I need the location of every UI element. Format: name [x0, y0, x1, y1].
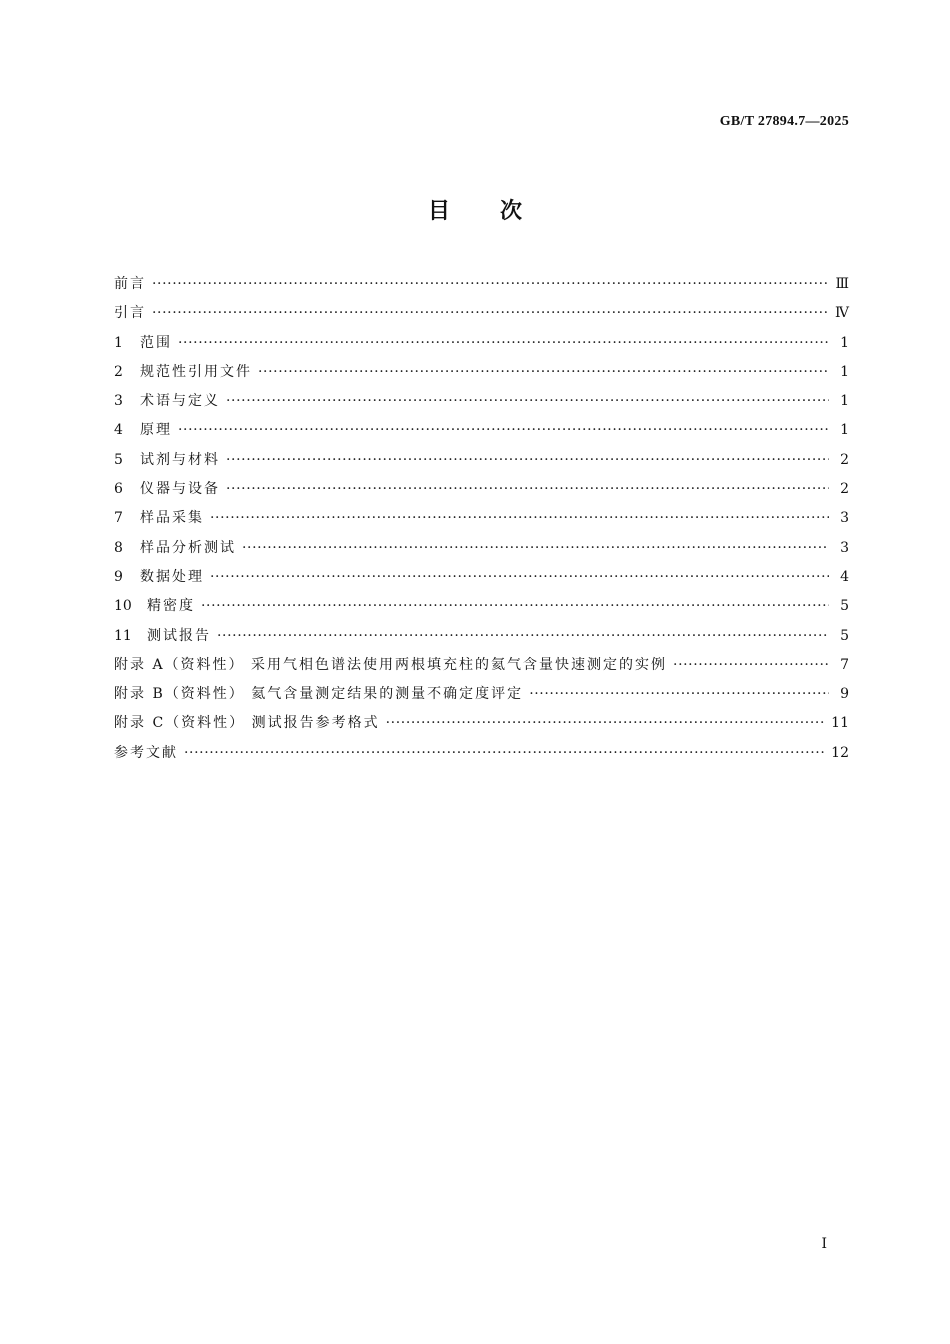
toc-leader-dots: [258, 358, 829, 387]
toc-entry-appendix[interactable]: [114, 709, 849, 738]
toc-entry[interactable]: [114, 622, 849, 651]
toc-entry-title: 试剂与材料: [140, 451, 220, 468]
toc-entry[interactable]: [114, 270, 849, 299]
toc-entry-title: 原理: [140, 422, 172, 439]
toc-leader-dots: [201, 592, 829, 621]
toc-entry[interactable]: [114, 446, 849, 475]
toc-entry-page: 2: [840, 481, 849, 498]
toc-leader-dots: [152, 299, 829, 328]
toc-entry[interactable]: [114, 534, 849, 563]
toc-entry-appendix[interactable]: [114, 651, 849, 680]
toc-leader-dots: [210, 563, 829, 592]
toc-leader-dots: [226, 387, 829, 416]
toc-entry-title: 附录 C（资料性） 测试报告参考格式: [114, 715, 380, 732]
toc-entry-number: 10: [114, 598, 132, 615]
toc-entry-title: 测试报告: [147, 627, 211, 644]
toc-entry-page: 1: [840, 393, 849, 410]
toc-entry-number: 11: [114, 627, 132, 644]
toc-entry-appendix[interactable]: [114, 680, 849, 709]
toc-entry-number: 8: [114, 539, 123, 556]
toc-entry[interactable]: [114, 592, 849, 621]
toc-entry[interactable]: [114, 387, 849, 416]
table-of-contents: [114, 270, 849, 768]
toc-entry-number: 3: [114, 393, 123, 410]
toc-entry-title: 范围: [140, 334, 172, 351]
toc-entry-number: 2: [114, 363, 123, 380]
toc-leader-dots: [226, 475, 829, 504]
standard-number: GB/T 27894.7—2025: [719, 114, 849, 129]
toc-entry-page: 12: [831, 744, 849, 761]
toc-entry-number: 9: [114, 568, 123, 585]
toc-entry-page: 1: [840, 422, 849, 439]
toc-entry[interactable]: [114, 563, 849, 592]
toc-entry[interactable]: [114, 329, 849, 358]
toc-entry[interactable]: [114, 504, 849, 533]
toc-entry-title: 附录 A（资料性） 采用气相色谱法使用两根填充柱的氦气含量快速测定的实例: [114, 656, 668, 673]
page-title: 目次: [427, 199, 572, 224]
toc-entry-page: Ⅳ: [835, 305, 849, 322]
toc-entry-number: 6: [114, 481, 123, 498]
toc-leader-dots: [178, 329, 829, 358]
toc-entry-title: 附录 B（资料性） 氦气含量测定结果的测量不确定度评定: [114, 686, 524, 703]
toc-entry-page: 11: [831, 715, 849, 732]
toc-entry-page: Ⅲ: [835, 276, 849, 292]
page-number: Ⅰ: [821, 1237, 827, 1252]
toc-entry[interactable]: [114, 299, 849, 328]
toc-leader-dots: [178, 416, 829, 445]
toc-entry-number: 1: [114, 334, 123, 351]
toc-leader-dots: [673, 651, 829, 680]
toc-entry[interactable]: [114, 416, 849, 445]
toc-entry-page: 1: [840, 334, 849, 351]
toc-leader-dots: [386, 709, 826, 738]
toc-entry-page: 9: [840, 686, 849, 703]
toc-leader-dots: [210, 504, 829, 533]
toc-entry-page: 5: [840, 598, 849, 615]
toc-entry-page: 1: [840, 363, 849, 380]
toc-entry-title: 样品采集: [140, 510, 204, 527]
toc-entry-title: 样品分析测试: [140, 539, 236, 556]
toc-leader-dots: [184, 739, 825, 768]
toc-leader-dots: [226, 446, 829, 475]
toc-entry[interactable]: [114, 475, 849, 504]
toc-entry-page: 2: [840, 451, 849, 468]
toc-entry-number: 7: [114, 510, 123, 527]
toc-leader-dots: [152, 270, 829, 299]
toc-entry-page: 7: [840, 656, 849, 673]
toc-entry-title: 数据处理: [140, 568, 204, 585]
toc-entry[interactable]: [114, 358, 849, 387]
toc-entry-title: 引言: [114, 305, 146, 322]
toc-entry-page: 3: [840, 510, 849, 527]
toc-leader-dots: [242, 534, 829, 563]
toc-leader-dots: [529, 680, 829, 709]
toc-entry-page: 5: [840, 627, 849, 644]
toc-entry-title: 规范性引用文件: [140, 363, 252, 380]
toc-entry-title: 术语与定义: [140, 393, 220, 410]
toc-entry-number: 4: [114, 422, 123, 439]
toc-entry-title: 参考文献: [114, 744, 178, 761]
toc-entry-page: 3: [840, 539, 849, 556]
toc-entry-title: 前言: [114, 276, 146, 292]
toc-entry-page: 4: [840, 568, 849, 585]
toc-entry[interactable]: [114, 739, 849, 768]
toc-entry-number: 5: [114, 451, 123, 468]
toc-leader-dots: [217, 622, 829, 651]
toc-entry-title: 仪器与设备: [140, 481, 220, 498]
toc-entry-title: 精密度: [147, 598, 195, 615]
